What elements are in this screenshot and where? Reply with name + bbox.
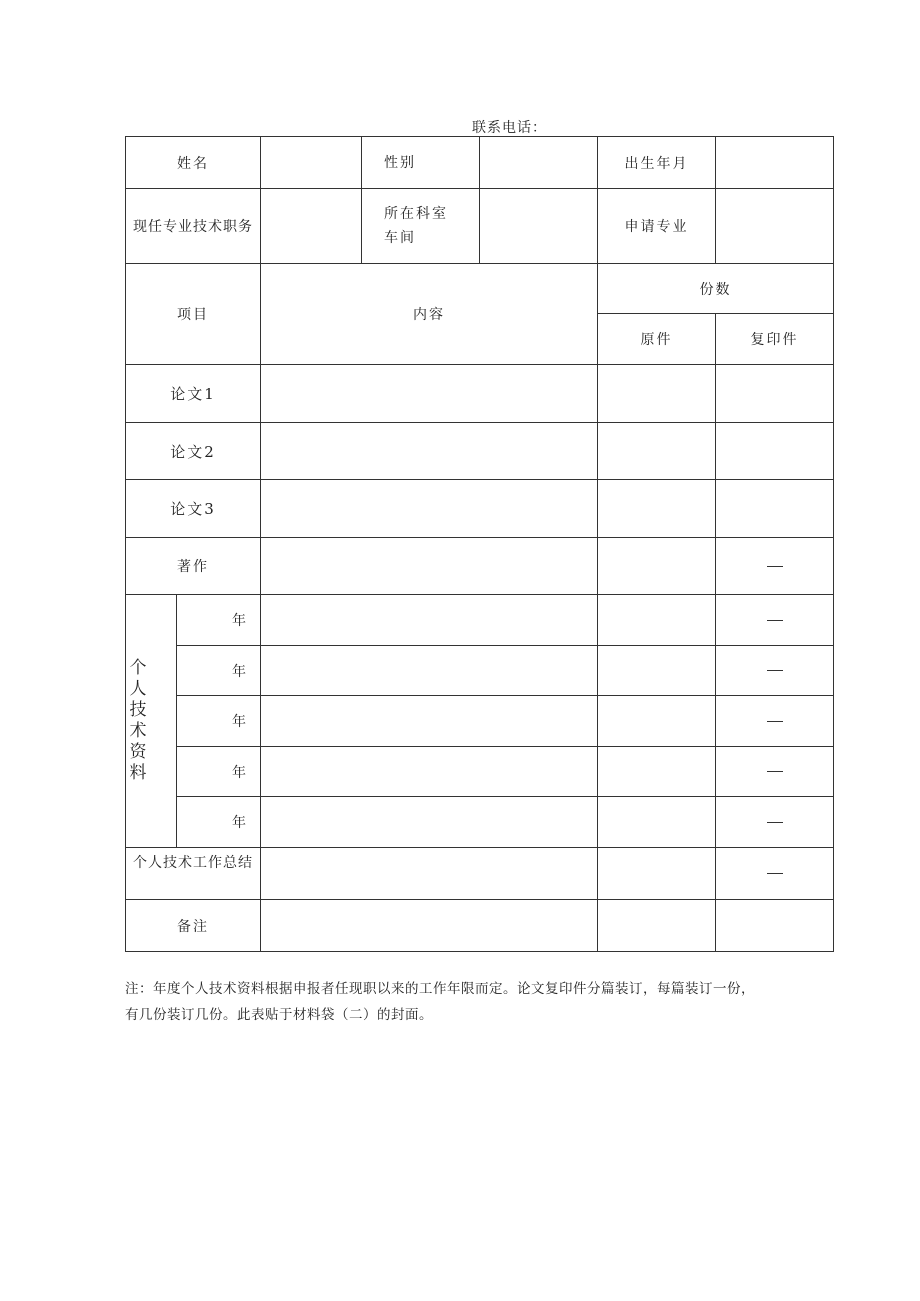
year-photocopy-na [716,646,834,696]
year-original-field[interactable] [598,595,716,646]
major-field[interactable] [716,189,834,264]
name-field[interactable] [261,137,362,189]
year-original-field[interactable] [598,696,716,747]
major-label: 申请专业 [598,189,716,264]
paper3-content-field[interactable] [261,480,598,538]
paper3-photocopy-field[interactable] [716,480,834,538]
footnote-line-1: 注：年度个人技术资料根据申报者任现职以来的工作年限而定。论文复印件分篇装订，每篇装订一份， [125,981,755,997]
remarks-photocopy-field[interactable] [716,900,834,952]
application-form-table [125,136,834,952]
year-label: 年 [177,797,261,848]
paper2-label: 论文2 [126,423,261,480]
name-label: 姓名 [126,137,261,189]
year-original-field[interactable] [598,646,716,696]
birth-label: 出生年月 [598,137,716,189]
remarks-original-field[interactable] [598,900,716,952]
gender-label: 性别 [362,137,480,189]
summary-label: 个人技术工作总结 [126,848,261,900]
year-photocopy-na [716,696,834,747]
year-photocopy-na [716,595,834,646]
footnote-line-2: 有几份装订几份。此表贴于材料袋（二）的封面。 [125,1007,433,1023]
dash-mark [767,822,783,823]
dash-mark [767,670,783,671]
paper3-original-field[interactable] [598,480,716,538]
book-photocopy-na [716,538,834,595]
contact-phone-label: 联系电话： [472,120,547,136]
year-original-field[interactable] [598,747,716,797]
year-content-field[interactable] [261,646,598,696]
summary-original-field[interactable] [598,848,716,900]
year-photocopy-na [716,747,834,797]
photocopy-header: 复印件 [716,314,834,365]
summary-content-field[interactable] [261,848,598,900]
footnote [125,976,835,1028]
dept-field[interactable] [480,189,598,264]
paper2-content-field[interactable] [261,423,598,480]
dash-mark [767,620,783,621]
year-content-field[interactable] [261,696,598,747]
original-header: 原件 [598,314,716,365]
remarks-label: 备注 [126,900,261,952]
book-original-field[interactable] [598,538,716,595]
paper2-original-field[interactable] [598,423,716,480]
item-header: 项目 [126,264,261,365]
year-content-field[interactable] [261,595,598,646]
year-label: 年 [177,696,261,747]
paper1-photocopy-field[interactable] [716,365,834,423]
year-content-field[interactable] [261,747,598,797]
year-original-field[interactable] [598,797,716,848]
book-label: 著作 [126,538,261,595]
paper1-original-field[interactable] [598,365,716,423]
gender-field[interactable] [480,137,598,189]
year-label: 年 [177,747,261,797]
paper2-photocopy-field[interactable] [716,423,834,480]
year-label: 年 [177,646,261,696]
year-content-field[interactable] [261,797,598,848]
paper1-content-field[interactable] [261,365,598,423]
dash-mark [767,566,783,567]
personal-materials-label: 个 人 技 术 资 料 [126,595,177,848]
book-content-field[interactable] [261,538,598,595]
copies-header: 份数 [598,264,834,314]
dept-label: 所在科室车间 [362,189,480,264]
dash-mark [767,721,783,722]
birth-field[interactable] [716,137,834,189]
content-header: 内容 [261,264,598,365]
year-photocopy-na [716,797,834,848]
position-field[interactable] [261,189,362,264]
year-label: 年 [177,595,261,646]
paper1-label: 论文1 [126,365,261,423]
paper3-label: 论文3 [126,480,261,538]
remarks-content-field[interactable] [261,900,598,952]
summary-photocopy-na [716,848,834,900]
position-label: 现任专业技术职务 [126,189,261,264]
dash-mark [767,873,783,874]
dash-mark [767,771,783,772]
